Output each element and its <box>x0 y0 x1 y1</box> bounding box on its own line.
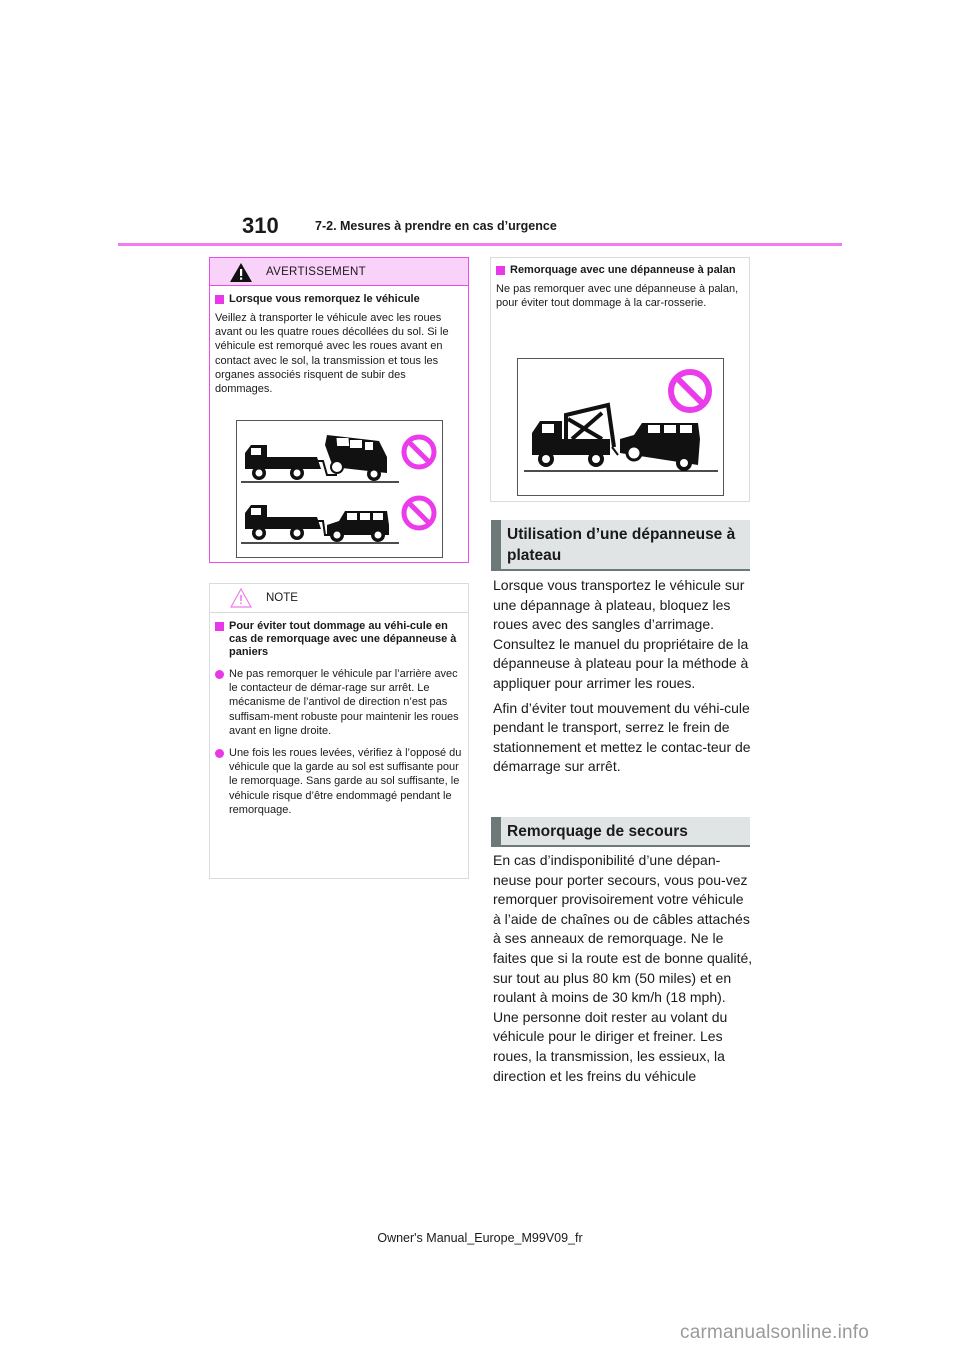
note-bullet: Ne pas remorquer le véhicule par l’arrière avec le contacteur de démar-rage sur arrêt. Le mécanisme de l’antivol de direction n’est pas suffisam-ment robuste pour maintenir les roues avant en ligne droite. <box>215 667 463 738</box>
sling-truck-illustration <box>518 359 723 495</box>
header-divider <box>118 243 842 246</box>
note-title: NOTE <box>266 592 298 604</box>
note-header <box>210 584 468 613</box>
warning-text: Veillez à transporter le véhicule avec les roues avant ou les quatre roues décollées du sol. Si le véhicule est remorqué avec les roues avant en contact avec le sol, la transmission et tous les organes associés risquent de subir des dommages. <box>215 312 449 396</box>
section-heading-flatbed: Utilisation d’une dépanneuse à plateau <box>491 520 750 571</box>
square-bullet-icon <box>215 295 224 304</box>
truck-1 <box>241 435 399 482</box>
section-body-flatbed <box>493 576 755 777</box>
prohibited-icon <box>404 498 434 528</box>
chapter-title: 7-2. Mesures à prendre en cas d’urgence <box>315 219 557 233</box>
prohibited-icon <box>404 437 434 467</box>
watermark: carmanualsonline.info <box>680 1322 870 1343</box>
caution-triangle-outline-icon <box>230 588 252 608</box>
note-bullet: Une fois les roues levées, vérifiez à l’opposé du véhicule que la garde au sol est suffisante pour le remorquage. Sans garde au sol suffisante, le véhicule risque d’être endommagé pendant le remorquage. <box>215 746 463 817</box>
square-bullet-icon <box>215 622 224 631</box>
towing-illustration-prohibited <box>236 420 443 558</box>
warning-header <box>210 258 468 286</box>
sling-tow-illustration-prohibited <box>517 358 724 496</box>
warning-triangle-icon <box>230 263 252 282</box>
warning-box <box>209 257 469 563</box>
warning-title: AVERTISSEMENT <box>266 266 366 278</box>
info-box <box>490 257 750 502</box>
truck-2 <box>241 505 399 543</box>
round-bullet-icon <box>215 670 224 679</box>
paragraph: En cas d’indisponibilité d’une dépan-neuse pour porter secours, vous pou-vez remorquer provisoirement votre véhicule à l’aide de chaînes ou de câbles attachés à ses anneaux de remorquage. Ne le faites que si la route est de bonne qualité, sur tout au plus 80 km (50 miles) et en roulant à moins de 30 km/h (18 mph). <box>493 852 753 1006</box>
section-heading-emergency-towing: Remorquage de secours <box>491 817 750 847</box>
warning-subheading: Lorsque vous remorquez le véhicule <box>215 293 463 306</box>
prohibited-icon <box>671 372 709 410</box>
tow-truck-illustration <box>237 421 442 557</box>
paragraph: Lorsque vous transportez le véhicule sur une dépannage à plateau, bloquez les roues avec des sangles d’arrimage. Consultez le manuel du propriétaire de la dépanneuse à plateau pour la méthode à appliquer pour arrimer les roues. <box>493 577 749 691</box>
round-bullet-icon <box>215 749 224 758</box>
footer-manual-id: Owner's Manual_Europe_M99V09_fr <box>377 1231 583 1245</box>
paragraph: Une personne doit rester au volant du véhicule pour le diriger et freiner. Les roues, la transmission, les essieux, la direction et les freins du véhicule <box>493 1008 728 1084</box>
info-text: Ne pas remorquer avec une dépanneuse à palan, pour éviter tout dommage à la car-rosserie. <box>496 283 739 310</box>
square-bullet-icon <box>496 266 505 275</box>
section-body-emergency-towing <box>493 851 755 1086</box>
info-subheading: Remorquage avec une dépanneuse à palan <box>496 264 744 277</box>
paragraph: Afin d’éviter tout mouvement du véhi-cule pendant le transport, serrez le frein de stationnement et mettez le contac-teur de démarrage sur arrêt. <box>493 699 751 775</box>
note-box <box>209 583 469 879</box>
page-number: 310 <box>242 213 279 238</box>
note-subheading: Pour éviter tout dommage au véhi-cule en cas de remorquage avec une dépanneuse à paniers <box>215 620 463 659</box>
